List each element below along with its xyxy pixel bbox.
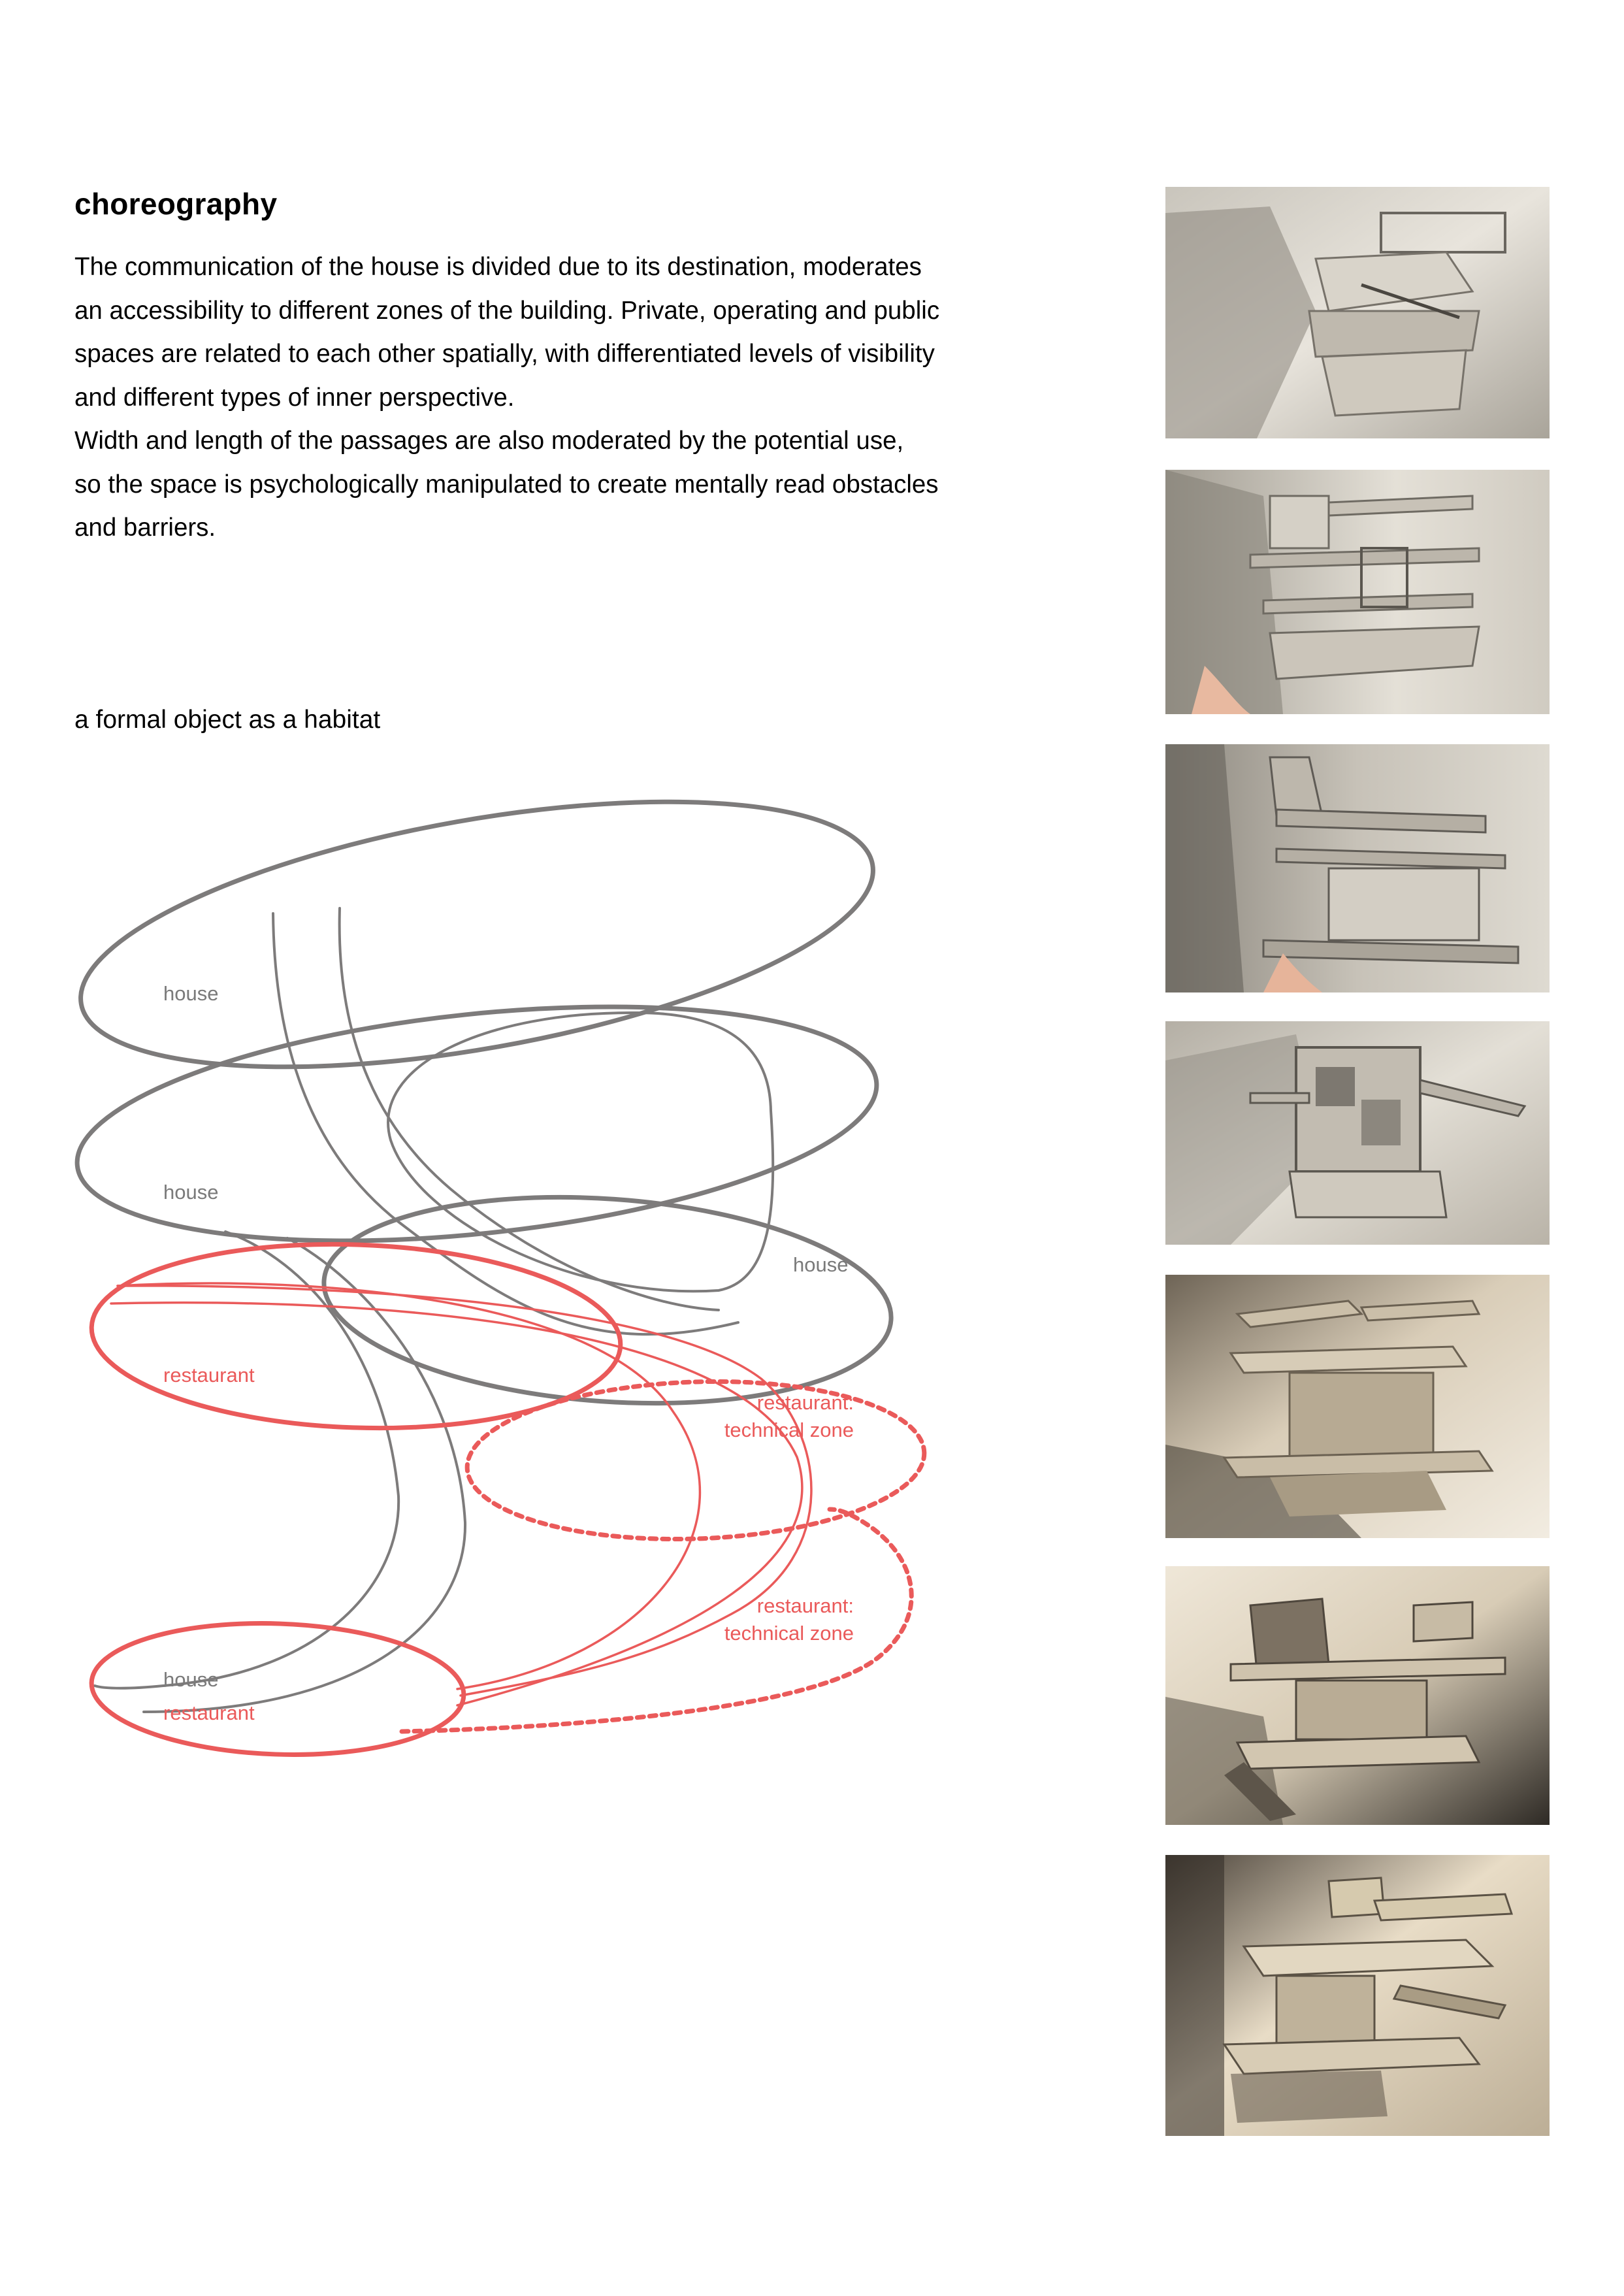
paragraph-line: spaces are related to each other spatially, with differentiated levels of visibility (74, 340, 935, 368)
paragraph-line: so the space is psychologically manipulated to create mentally read obstacles (74, 470, 939, 499)
house-label: house (793, 1253, 849, 1276)
restaurant-connector-2 (118, 1286, 811, 1696)
house-spiral-strand-1 (273, 913, 738, 1334)
architectural-model-image (1165, 470, 1550, 714)
page-title: choreography (74, 187, 278, 221)
restaurant-connector-3 (111, 1303, 802, 1705)
technical-zone-label: restaurant: (756, 1391, 854, 1414)
architectural-model-image (1165, 1021, 1550, 1245)
model-photo-6 (1165, 1566, 1550, 1825)
house-ring-lower (317, 1179, 898, 1421)
model-photo-1 (1165, 187, 1550, 438)
house-ring-middle (66, 973, 888, 1275)
paragraph-line: and barriers. (74, 514, 216, 542)
architectural-model-image (1165, 1855, 1550, 2136)
house-spiral-descent-2 (144, 1238, 465, 1712)
model-photo-7 (1165, 1855, 1550, 2136)
restaurant-connector-1 (118, 1283, 700, 1689)
paragraph-line: Width and length of the passages are also moderated by the potential use, (74, 427, 904, 455)
restaurant-label: restaurant (163, 1364, 255, 1386)
architectural-model-image (1165, 1275, 1550, 1538)
restaurant-label: restaurant (163, 1701, 255, 1724)
description-paragraph (74, 246, 1094, 550)
architectural-model-image (1165, 744, 1550, 992)
restaurant-ring-upper (88, 1236, 623, 1437)
architectural-model-image (1165, 187, 1550, 438)
house-spiral-strand-2 (340, 908, 719, 1310)
model-photo-3 (1165, 744, 1550, 992)
paragraph-line: The communication of the house is divided due to its destination, moderates (74, 253, 922, 281)
section-subtitle: a formal object as a habitat (74, 706, 381, 734)
house-label: house (163, 1181, 219, 1204)
house-label: house (163, 1668, 219, 1691)
model-photo-5 (1165, 1275, 1550, 1538)
architectural-model-image (1165, 1566, 1550, 1825)
house-spiral-descent-1 (95, 1232, 398, 1688)
model-photo-2 (1165, 470, 1550, 714)
technical-zone-ring-lower (402, 1509, 911, 1731)
house-label: house (163, 982, 219, 1005)
paragraph-line: and different types of inner perspective. (74, 383, 515, 412)
technical-zone-label: technical zone (724, 1419, 854, 1441)
restaurant-ring-lower (89, 1617, 466, 1761)
technical-zone-label: technical zone (724, 1622, 854, 1645)
house-ring-top (61, 752, 892, 1117)
model-photo-4 (1165, 1021, 1550, 1245)
technical-zone-label: restaurant: (756, 1594, 854, 1617)
technical-zone-ring-upper (464, 1374, 927, 1547)
house-inner-loop (388, 1013, 773, 1291)
paragraph-line: an accessibility to different zones of the building. Private, operating and public (74, 296, 940, 325)
